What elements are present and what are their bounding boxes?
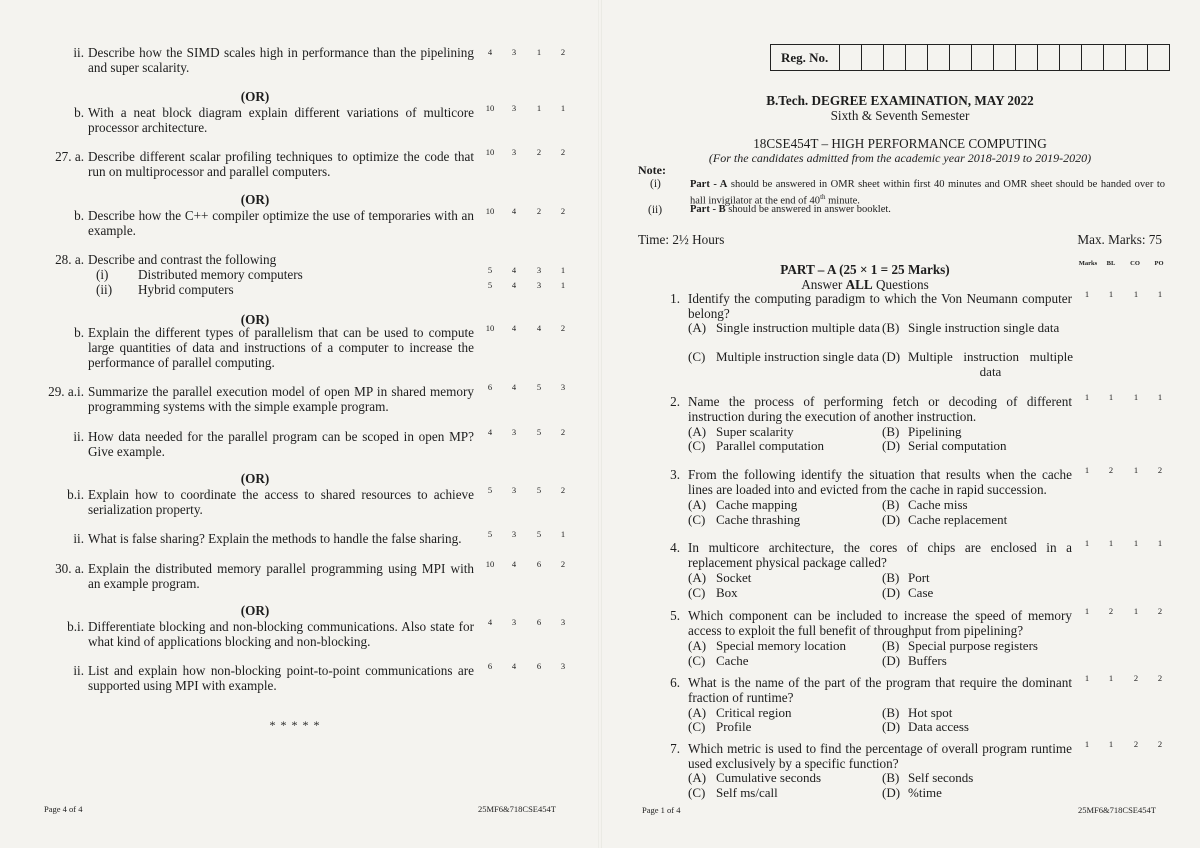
option-a: Special memory location — [716, 638, 846, 653]
option-a: Single instruction multiple data — [716, 320, 880, 335]
option-d-label: (D) — [882, 785, 901, 800]
option-b: Port — [908, 570, 930, 585]
option-b-label: (B) — [882, 497, 900, 512]
option-c-label: (C) — [688, 785, 706, 800]
option-c-label: (C) — [688, 512, 706, 527]
option-c: Self ms/call — [716, 785, 778, 800]
option-b: Self seconds — [908, 770, 974, 785]
option-b: Special purpose registers — [908, 638, 1038, 653]
course-title: 18CSE454T – HIGH PERFORMANCE COMPUTING — [753, 136, 1047, 151]
option-a-label: (A) — [688, 320, 707, 335]
option-d-label: (D) — [882, 512, 901, 527]
or-label: (OR) — [240, 471, 270, 486]
max-marks: Max. Marks: 75 — [1077, 232, 1162, 247]
paper-code: 25MF6&718CSE454T — [478, 804, 556, 814]
option-d: Serial computation — [908, 438, 1007, 453]
option-d-label: (D) — [882, 719, 901, 734]
option-b: Single instruction single data — [908, 320, 1060, 335]
part-a-title: PART – A (25 × 1 = 25 Marks) — [780, 262, 950, 277]
option-c-label: (C) — [688, 438, 706, 453]
reg-no-box — [770, 44, 1170, 71]
option-d: Multiple instruction multiple data — [908, 349, 1073, 379]
option-b-label: (B) — [882, 638, 900, 653]
option-c: Parallel computation — [716, 438, 824, 453]
option-c: Cache thrashing — [716, 512, 801, 527]
or-label: (OR) — [240, 89, 270, 104]
end-stars: * * * * * — [269, 718, 321, 732]
or-label: (OR) — [240, 192, 270, 207]
option-d: Data access — [908, 719, 969, 734]
option-c: Box — [716, 585, 738, 600]
or-label: (OR) — [240, 603, 270, 618]
option-b-label: (B) — [882, 570, 900, 585]
paper-code: 25MF6&718CSE454T — [1078, 805, 1156, 815]
note-ii: Part - B should be answered in answer booklet. — [690, 204, 891, 215]
option-d-label: (D) — [882, 349, 901, 364]
option-b: Cache miss — [908, 497, 968, 512]
option-c-label: (C) — [688, 349, 706, 364]
option-d: Buffers — [908, 653, 947, 668]
note-i: Part - A should be answered in OMR sheet within first 40 minutes and OMR sheet should be handed over to hall invigilator at the end of 40th minute. — [690, 179, 1166, 207]
option-a-label: (A) — [688, 770, 707, 785]
option-c: Multiple instruction single data — [716, 349, 879, 364]
option-a: Super scalarity — [716, 424, 794, 439]
option-d: Case — [908, 585, 934, 600]
option-a-label: (A) — [688, 570, 707, 585]
admitted-note: (For the candidates admitted from the academic year 2018-2019 to 2019-2020) — [708, 151, 1092, 165]
option-b: Pipelining — [908, 424, 962, 439]
option-c: Cache — [716, 653, 749, 668]
option-a: Cache mapping — [716, 497, 798, 512]
option-d: Cache replacement — [908, 512, 1008, 527]
option-b: Hot spot — [908, 705, 953, 720]
option-a: Socket — [716, 570, 752, 585]
option-c-label: (C) — [688, 653, 706, 668]
option-b-label: (B) — [882, 320, 900, 335]
option-a-label: (A) — [688, 497, 707, 512]
note-label: Note: — [638, 163, 666, 177]
reg-no-label: Reg. No. — [781, 50, 829, 65]
option-c-label: (C) — [688, 585, 706, 600]
page-number: Page 4 of 4 — [44, 804, 83, 814]
page-number: Page 1 of 4 — [642, 805, 681, 815]
option-a-label: (A) — [688, 424, 707, 439]
option-b-label: (B) — [882, 770, 900, 785]
note-i-num: (i) — [650, 178, 661, 190]
option-c: Profile — [716, 719, 752, 734]
exam-title: B.Tech. DEGREE EXAMINATION, MAY 2022 — [766, 93, 1034, 108]
option-d-label: (D) — [882, 438, 901, 453]
time-label: Time: 2½ Hours — [638, 232, 725, 247]
option-d: %time — [908, 785, 942, 800]
page-4: ii. Describe how the SIMD scales high in performance than the pipelining and super scalarity. 4 3 1 2 (OR) b. With a neat block diagram explain different variations of multicore processor architecture. 10 3 1 1 27. a. Describe different scalar profiling techniques to optimize the code that run on multiprocessor and parallel computers. 10 3 2 2 (OR) b. Describe how the C++ compiler optimize the use of temporaries with an example. 10 4 2 2 28. a. Describe and contrast the following (i) Distributed memory computers (ii) Hybrid computers 5 4 3 1 5 4 3 1 (OR) b. Explain the different types of parallelism that can be used to compute large quantities of data and instructions of a computer to increase the performance of parallel computing. 10 4 4 2 29. a.i. Summarize the parallel execution model of open MP in shared memory programming systems with the simple example program. 6 4 5 3 ii. How data needed for the parallel program can be scoped in open MP? Give example. 4 3 5 2 (OR) b.i. Explain how to coordinate the access to shared resources to achieve serialization property. 5 3 5 2 ii. What is false sharing? Explain the methods to handle the false sharing. 5 3 5 1 30. a. Explain the distributed memory parallel programming using MPI with an example program. 10 4 6 2 (OR) b.i. Differentiate blocking and non-blocking communications. Also state for what kind of applications blocking and non-blocking. 4 3 6 3 ii. List and explain how non-blocking point-to-point communications are supported using MPI with example. 6 4 6 3 * * * * * Page 4 of 4 25MF6&718CSE454T — [44, 45, 566, 814]
option-a: Critical region — [716, 705, 792, 720]
or-label: (OR) — [240, 312, 270, 327]
option-a: Cumulative seconds — [716, 770, 822, 785]
option-c-label: (C) — [688, 719, 706, 734]
option-a-label: (A) — [688, 705, 707, 720]
option-b-label: (B) — [882, 705, 900, 720]
option-b-label: (B) — [882, 424, 900, 439]
page-1: Reg. No. B.Tech. DEGREE EXAMINATION, MAY 2022 Sixth & Seventh Semester 18CSE454T – HIGH PERFORMANCE COMPUTING (For the candidates admitted from the academic year 2018-2019 to 2019-2020) Note: (i) Part - A should be answered in OMR sheet within first 40 minutes and OMR sheet should be handed over to hall invigilator at the end of 40th minute. (ii) Part - B should be answered in answer booklet. Time: 2½ Hours Max. Marks: 75 PART – A (25 × 1 = 25 Marks) Answer ALL Questions Marks BL CO PO 1. Identify the computing paradigm to which the Von Neumann computer belong? 1 1 1 1 (A) Single instruction multiple data (B) Single instruction single data (C) Multiple instruction single data (D) Multiple instruction multiple data 2. Name the process of performing fetch or decoding of different instruction during the execution of another instruction. 1 1 1 1 (A) Super scalarity (B) Pipelining (C) Parallel computation (D) Serial computation 3. From the following identify the situation that results when the cache lines are loaded into and evicted from the cache in rapid succession. 1 2 1 2 (A) Cache mapping (B) Cache miss (C) Cache thrashing (D) Cache replacement 4. In multicore architecture, the cores of chips are enclosed in a replacement physical package called? 1 1 1 1 (A) Socket (B) Port (C) Box (D) Case 5. Which component can be included to increase the speed of memory access to exploit the full benefit of throughput from pipelining? 1 2 1 2 (A) Special memory location (B) Special purpose registers (C) Cache (D) Buffers 6. What is the name of the part of the program that require the dominant fraction of runtime? 1 1 2 2 (A) Critical region (B) Hot spot (C) Profile (D) Data access 7. Which metric is used to find the percentage of overall program runtime used exclusively by a specific function? 1 1 2 2 (A) Cumulative seconds (B) Self seconds (C) Self ms/call (D) %time Page 1 of 4 25MF6&718CSE454T — [600, 0, 1200, 848]
answer-all: Answer ALL Questions — [801, 277, 929, 292]
option-d-label: (D) — [882, 585, 901, 600]
semester: Sixth & Seventh Semester — [830, 108, 970, 123]
option-d-label: (D) — [882, 653, 901, 668]
option-a-label: (A) — [688, 638, 707, 653]
note-ii-num: (ii) — [648, 204, 663, 216]
